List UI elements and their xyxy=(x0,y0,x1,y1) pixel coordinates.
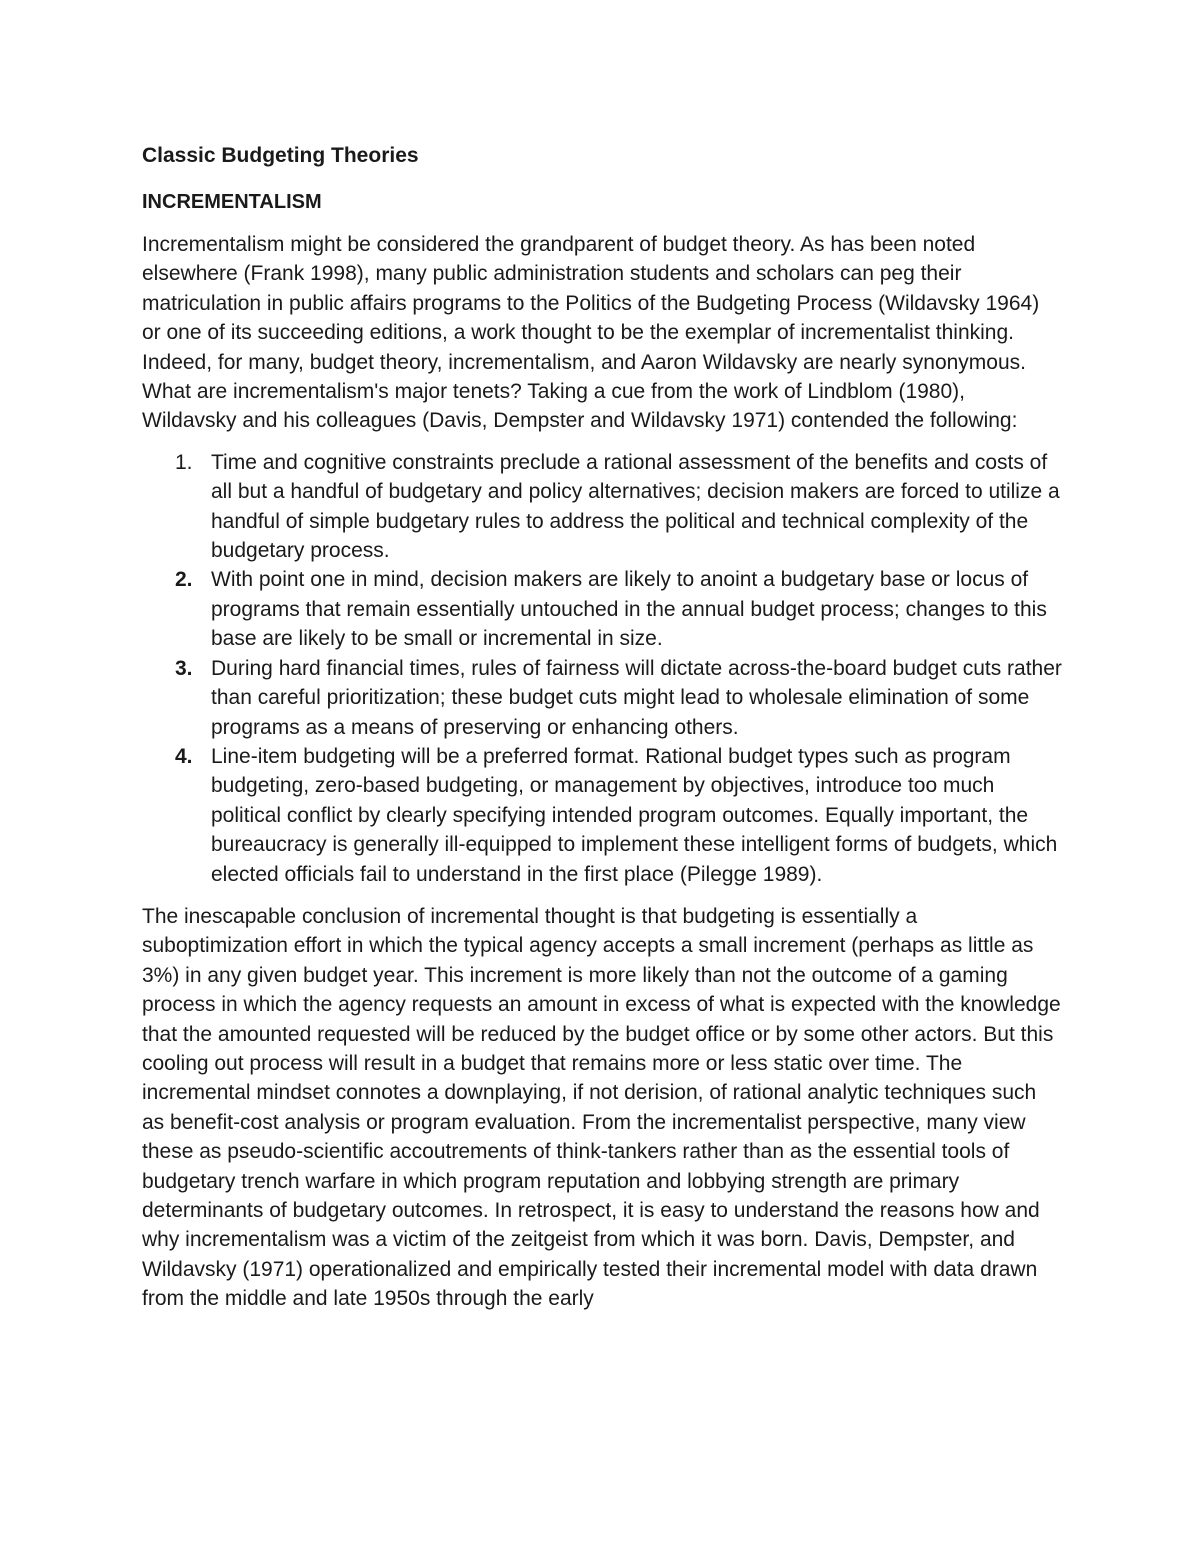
list-item-number: 2. xyxy=(175,568,193,592)
list-item-text: With point one in mind, decision makers are likely to anoint a budgetary base or locus of programs that remain essentially untouched in the annual budget process; changes to this base are likely to be small or incremental in size. xyxy=(211,568,1047,651)
document-page xyxy=(142,140,1062,1314)
list-item-number: 4. xyxy=(175,744,193,768)
list-item xyxy=(142,654,1062,742)
list-item-number: 3. xyxy=(175,656,193,680)
list-item xyxy=(142,565,1062,653)
list-item xyxy=(142,742,1062,889)
list-item-text: Time and cognitive constraints preclude a rational assessment of the benefits and costs of all but a handful of budgetary and policy alternatives; decision makers are forced to utilize a handful of simple budgetary rules to address the political and technical complexity of the budgetary process. xyxy=(211,450,1060,563)
section-heading: INCREMENTALISM xyxy=(142,191,322,213)
list-item-number: 1. xyxy=(175,450,193,474)
tenets-list xyxy=(142,448,1062,889)
conclusion-paragraph: The inescapable conclusion of incremental thought is that budgeting is essentially a suboptimization effort in which the typical agency accepts a small increment (perhaps as little as 3%) in any given budget year. This increment is more likely than not the outcome of a gaming process in which the agency requests an amount in excess of what is expected with the knowledge that the amounted requested will be reduced by the budget office or by some other actors. But this cooling out process will result in a budget that remains more or less static over time. The incremental mindset connotes a downplaying, if not derision, of rational analytic techniques such as benefit-cost analysis or program evaluation. From the incrementalist perspective, many view these as pseudo-scientific accoutrements of think-tankers rather than as the essential tools of budgetary trench warfare in which program reputation and lobbying strength are primary determinants of budgetary outcomes. In retrospect, it is easy to understand the reasons how and why incrementalism was a victim of the zeitgeist from which it was born. Davis, Dempster, and Wildavsky (1971) operationalized and empirically tested their incremental model with data drawn from the middle and late 1950s through the early xyxy=(142,904,1061,1311)
list-item-text: During hard financial times, rules of fairness will dictate across-the-board budget cuts rather than careful prioritization; these budget cuts might lead to wholesale elimination of some programs as a means of preserving or enhancing others. xyxy=(211,656,1062,739)
intro-paragraph: Incrementalism might be considered the grandparent of budget theory. As has been noted elsewhere (Frank 1998), many public administration students and scholars can peg their matriculation in public affairs programs to the Politics of the Budgeting Process (Wildavsky 1964) or one of its succeeding editions, a work thought to be the exemplar of incrementalist thinking. Indeed, for many, budget theory, incrementalism, and Aaron Wildavsky are nearly synonymous. What are incrementalism's major tenets? Taking a cue from the work of Lindblom (1980), Wildavsky and his colleagues (Davis, Dempster and Wildavsky 1971) contended the following: xyxy=(142,233,1040,433)
list-item xyxy=(142,448,1062,566)
list-item-text: Line-item budgeting will be a preferred format. Rational budget types such as program budgeting, zero-based budgeting, or management by objectives, introduce too much political conflict by clearly specifying intended program outcomes. Equally important, the bureaucracy is generally ill-equipped to implement these intelligent forms of budgets, which elected officials fail to understand in the first place (Pilegge 1989). xyxy=(211,744,1058,886)
document-title: Classic Budgeting Theories xyxy=(142,144,419,167)
